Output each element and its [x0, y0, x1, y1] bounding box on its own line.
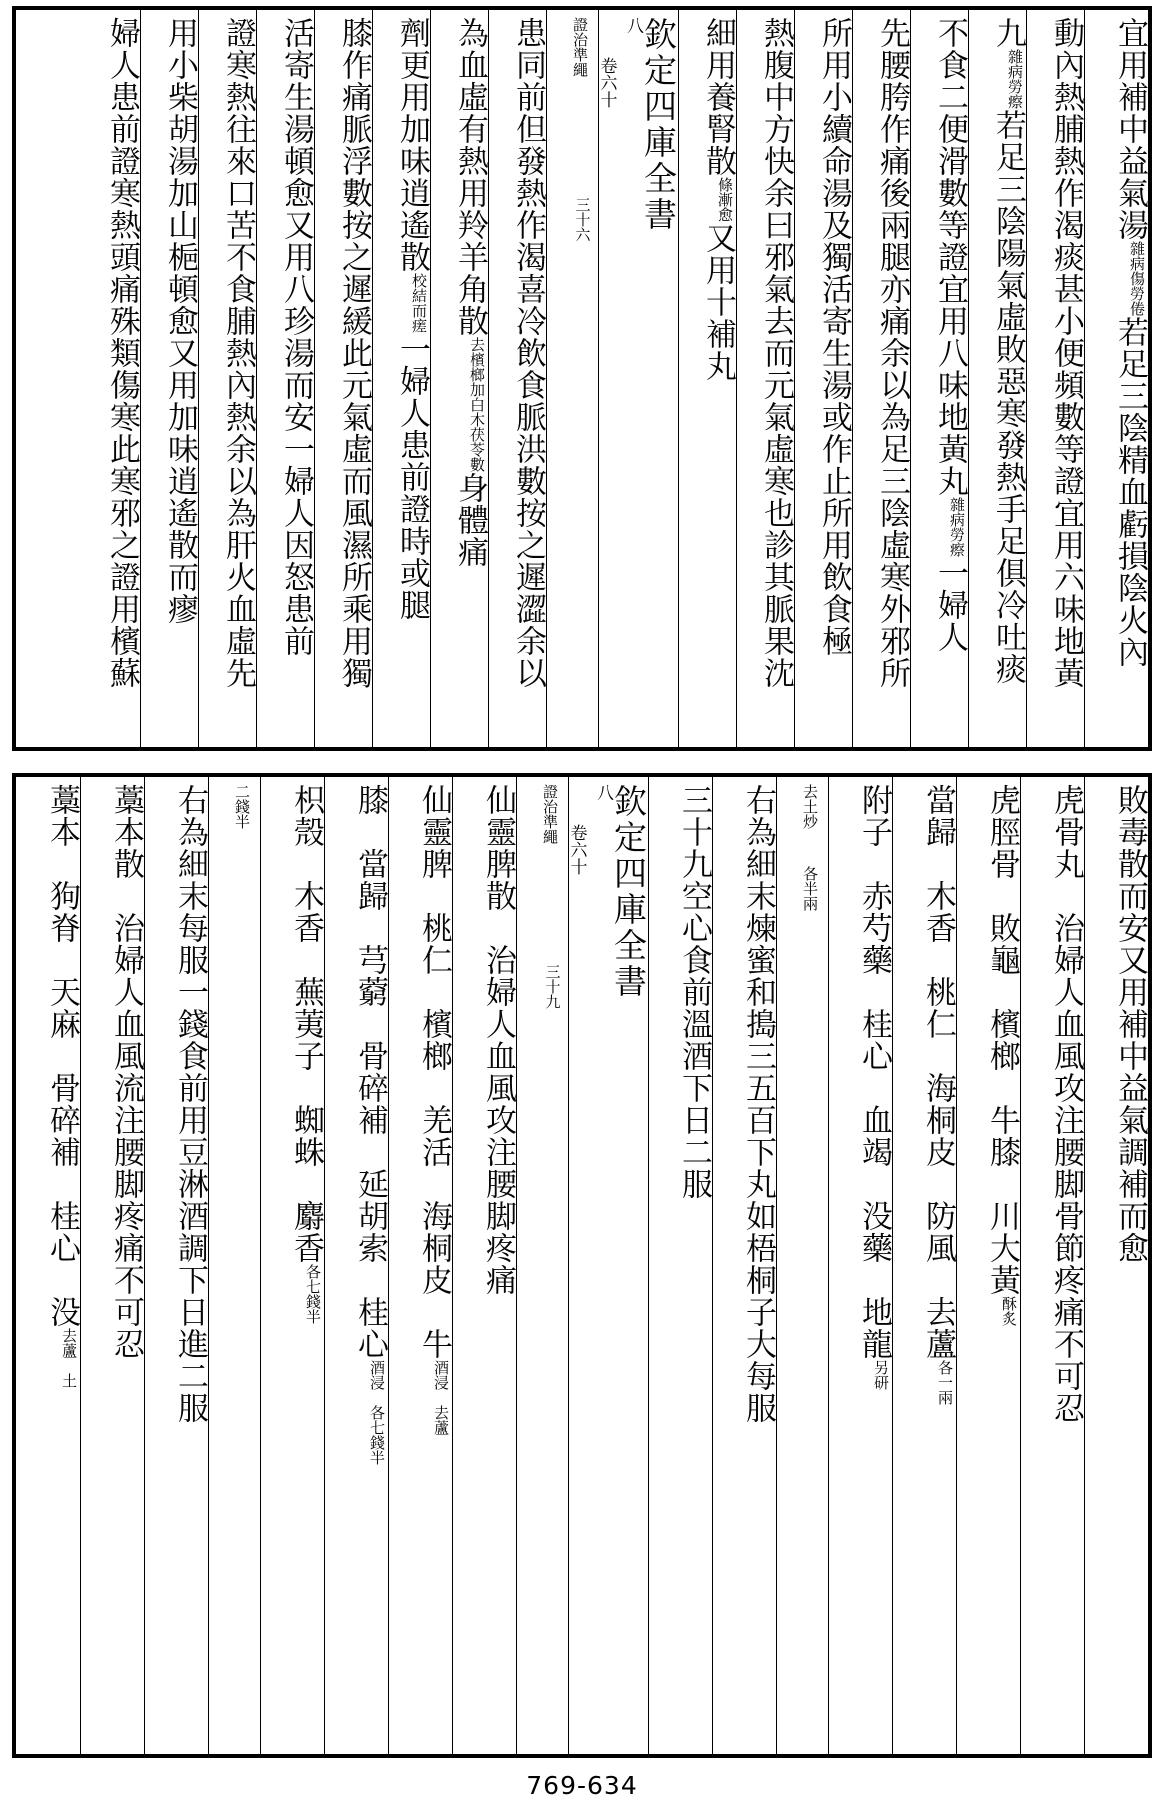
inline-annotation: 雜病勞瘵: [948, 497, 966, 557]
title-section-mark: 八: [593, 784, 614, 801]
inline-annotation: 條漸愈: [716, 177, 734, 222]
column-text: 所用小續命湯及獨活寄生湯或作止所用飲食極: [816, 17, 852, 657]
top-page-columns: [15, 9, 1149, 748]
column-text: 動內熱脯熱作渴痰甚小便頻數等證宜用六味地黃: [1048, 17, 1084, 689]
column-text: 膝 當歸 芎藭 骨碎補 延胡索 桂心: [352, 784, 388, 1360]
column-text: 仙靈脾 桃仁 檳榔 羌活 海桐皮 牛: [416, 784, 452, 1360]
text-column: [1020, 777, 1084, 1754]
column-continuation: 一婦人: [932, 557, 968, 653]
column-text: 右為細末煉蜜和搗三五百下丸如梧桐子大每服: [740, 784, 776, 1424]
column-continuation: 又用十補丸: [700, 222, 736, 382]
book-title: 欽定四庫全書: [639, 17, 678, 233]
column-text: 藁本 狗脊 天麻 骨碎補 桂心 没: [44, 784, 80, 1328]
text-column: [488, 10, 546, 747]
column-text: 用小柴胡湯加山梔頓愈又用加味逍遙散而瘳: [162, 17, 198, 625]
text-column: [678, 10, 736, 747]
column-text: 患同前但發熱作渴喜冷飲食脈洪數按之遲澀余以: [510, 17, 546, 689]
text-column: [892, 777, 956, 1754]
column-text: 婦人患前證寒熱頭痛殊類傷寒此寒邪之證用檳蘇: [104, 17, 140, 689]
text-column: [80, 777, 144, 1754]
text-column: [452, 777, 516, 1754]
column-text: 先腰胯作痛後兩腿亦痛余以為足三陰虛寒外邪所: [874, 17, 910, 689]
inline-annotation: 各一兩: [936, 1360, 954, 1405]
inline-annotation: 雜病傷勞倦: [1128, 241, 1146, 316]
text-column: [852, 10, 910, 747]
column-text: 活寄生湯頓愈又用八珍湯而安: [278, 17, 314, 433]
text-column: [324, 777, 388, 1754]
text-column: [388, 777, 452, 1754]
inline-annotation: 二錢半: [233, 784, 251, 829]
text-column: [314, 10, 372, 747]
text-column: [16, 777, 80, 1754]
column-text: 藁本散 治婦人血風流注腰脚疼痛不可忍: [108, 784, 144, 1360]
text-column: [430, 10, 488, 747]
text-column: [1084, 777, 1148, 1754]
volume-label: 卷六十: [596, 57, 617, 108]
column-text: 為血虛有熱用羚羊角散: [452, 17, 488, 337]
text-column: [260, 777, 324, 1754]
inline-annotation: 酒浸 去蘆: [432, 1360, 450, 1435]
column-text: 證寒熱往來口苦不食脯熱內熱余以為肝火血虛先: [220, 17, 256, 689]
column-text: 虎骨丸 治婦人血風攻注腰脚骨節疼痛不可忍: [1048, 784, 1084, 1424]
inline-annotation: 校結而瘥: [410, 273, 428, 333]
book-title: 欽定四庫全書: [609, 784, 648, 1000]
inline-annotation: 各半兩: [801, 866, 819, 911]
top-page-block: [12, 6, 1152, 751]
text-column: [198, 10, 256, 747]
inline-annotation: 酒浸 各七錢半: [368, 1360, 386, 1465]
column-text: 當歸 木香 桃仁 海桐皮 防風 去蘆: [920, 784, 956, 1360]
text-column: [828, 777, 892, 1754]
column-text: 附子 赤芍藥 桂心 血竭 没藥 地龍: [856, 784, 892, 1360]
inline-annotation: 去土炒: [801, 784, 819, 829]
column-continuation: 若足三陰精血虧損陰火內: [1112, 316, 1148, 668]
column-text: 枳殼 木香 蕪荑子 蜘蛛 麝香: [288, 784, 324, 1264]
page-number: 769-634: [526, 1771, 638, 1800]
column-text: 膝作痛脈浮數按之遲緩此元氣虛而風濕所乘用獨: [336, 17, 372, 689]
column-continuation: 若足三陰陽氣虛敗惡寒發熱手足俱冷吐痰: [990, 109, 1026, 685]
column-continuation: 身體痛: [452, 472, 488, 568]
annotation-column: [208, 777, 260, 1754]
text-column: [712, 777, 776, 1754]
text-column: [256, 10, 314, 747]
volume-label: 卷六十: [566, 824, 587, 875]
inline-annotation: 另研: [872, 1360, 890, 1390]
column-continuation: 一婦人因怒患前: [278, 433, 314, 657]
collection-mark: 證治準繩: [571, 17, 589, 77]
inline-annotation: 去蘆 土: [60, 1328, 78, 1388]
text-column: [1084, 10, 1148, 747]
column-text: 右為細末每服一錢食前用豆淋酒調下日進二服: [172, 784, 208, 1424]
text-column: [76, 10, 140, 747]
collection-column: [516, 777, 568, 1754]
column-text: 細用養腎散: [700, 17, 736, 177]
page-reference: 三十九: [543, 964, 562, 1009]
text-column: [910, 10, 968, 747]
column-text: 不食二便滑數等證宜用八味地黃丸: [932, 17, 968, 497]
title-section-mark: 八: [623, 17, 644, 34]
column-text: 劑更用加味逍遙散: [394, 17, 430, 273]
text-column: [736, 10, 794, 747]
bottom-page-columns: [15, 776, 1149, 1755]
inline-annotation: 各七錢半: [304, 1264, 322, 1324]
text-column: [140, 10, 198, 747]
inline-annotation: 去檳榔加白木茯苓數: [468, 337, 486, 472]
text-column: [1026, 10, 1084, 747]
text-column: [648, 777, 712, 1754]
collection-column: [546, 10, 598, 747]
text-column: [372, 10, 430, 747]
collection-mark: 證治準繩: [541, 784, 559, 844]
text-column: [956, 777, 1020, 1754]
column-text: 仙靈脾散 治婦人血風攻注腰脚疼痛: [480, 784, 516, 1296]
column-text: 敗毒散而安又用補中益氣調補而愈: [1112, 784, 1148, 1264]
text-column: [968, 10, 1026, 747]
inline-annotation: 雜病勞瘵: [1006, 49, 1024, 109]
column-text: 虎脛骨 敗龜 檳榔 牛膝 川大黃: [984, 784, 1020, 1296]
inline-annotation: 酥炙: [1000, 1296, 1018, 1326]
bottom-page-block: [12, 773, 1152, 1758]
column-text: 宜用補中益氣湯: [1112, 17, 1148, 241]
text-column: [794, 10, 852, 747]
column-text: 九: [990, 17, 1026, 49]
column-text: 熱腹中方快余曰邪氣去而元氣虛寒也診其脈果沈: [758, 17, 794, 689]
page-reference: 三十六: [573, 197, 592, 242]
annotation-column: [776, 777, 828, 1754]
column-text: 三十九空心食前溫酒下日二服: [676, 784, 712, 1200]
text-column: [144, 777, 208, 1754]
column-continuation: 一婦人患前證時或腿: [394, 333, 430, 621]
